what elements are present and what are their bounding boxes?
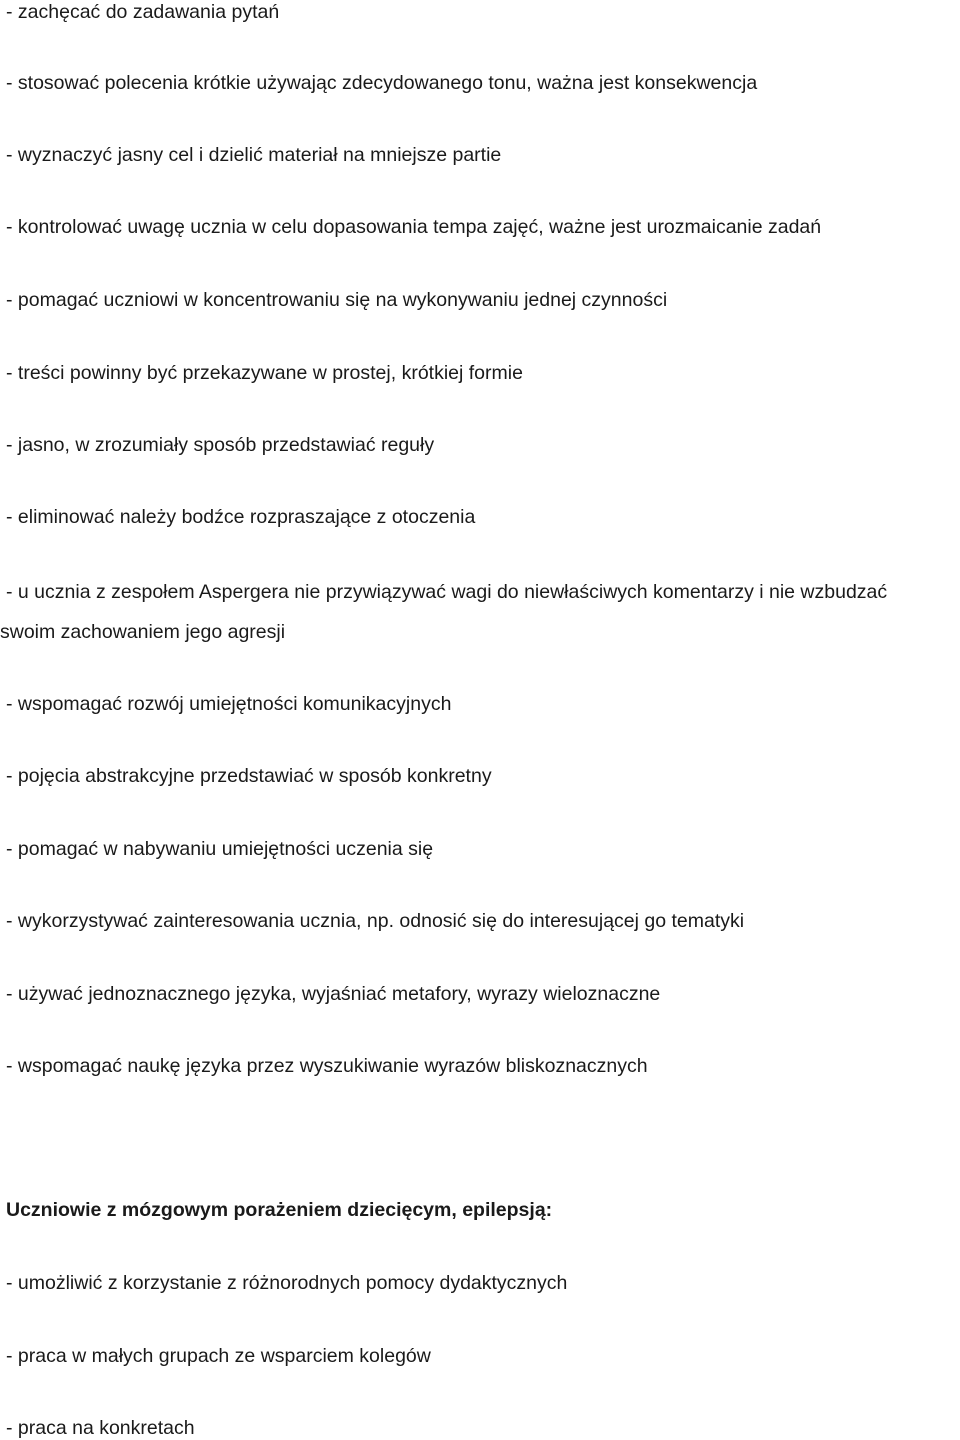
list-item: - jasno, w zrozumiały sposób przedstawiać reguły [6,434,435,456]
list-item: - pomagać w nabywaniu umiejętności uczenia się [6,838,434,860]
list-item: - wspomagać naukę języka przez wyszukiwanie wyrazów bliskoznacznych [6,1055,648,1077]
list-item: - kontrolować uwagę ucznia w celu dopasowania tempa zajęć, ważne jest urozmaicanie zadań [6,216,822,238]
list-item: - wspomagać rozwój umiejętności komunikacyjnych [6,693,452,715]
list-item: - stosować polecenia krótkie używając zdecydowanego tonu, ważna jest konsekwencja [6,72,758,94]
list-item: - zachęcać do zadawania pytań [6,1,280,23]
list-item: - pomagać uczniowi w koncentrowaniu się na wykonywaniu jednej czynności [6,289,668,311]
list-item: - u ucznia z zespołem Aspergera nie przywiązywać wagi do niewłaściwych komentarzy i nie wzbudzać [6,581,888,603]
list-item: - praca na konkretach [6,1417,195,1439]
list-item: - umożliwić z korzystanie z różnorodnych pomocy dydaktycznych [6,1272,568,1294]
list-item: - wyznaczyć jasny cel i dzielić materiał na mniejsze partie [6,144,502,166]
list-item: - używać jednoznacznego języka, wyjaśniać metafory, wyrazy wieloznaczne [6,983,661,1005]
list-item: - eliminować należy bodźce rozpraszające z otoczenia [6,506,476,528]
list-item: - pojęcia abstrakcyjne przedstawiać w sposób konkretny [6,765,492,787]
list-item-continuation: swoim zachowaniem jego agresji [0,621,286,643]
list-item: - praca w małych grupach ze wsparciem kolegów [6,1345,431,1367]
list-item: - wykorzystywać zainteresowania ucznia, np. odnosić się do interesującej go tematyki [6,910,745,932]
section-heading: Uczniowie z mózgowym porażeniem dziecięcym, epilepsją: [6,1199,553,1221]
list-item: - treści powinny być przekazywane w prostej, krótkiej formie [6,362,523,384]
